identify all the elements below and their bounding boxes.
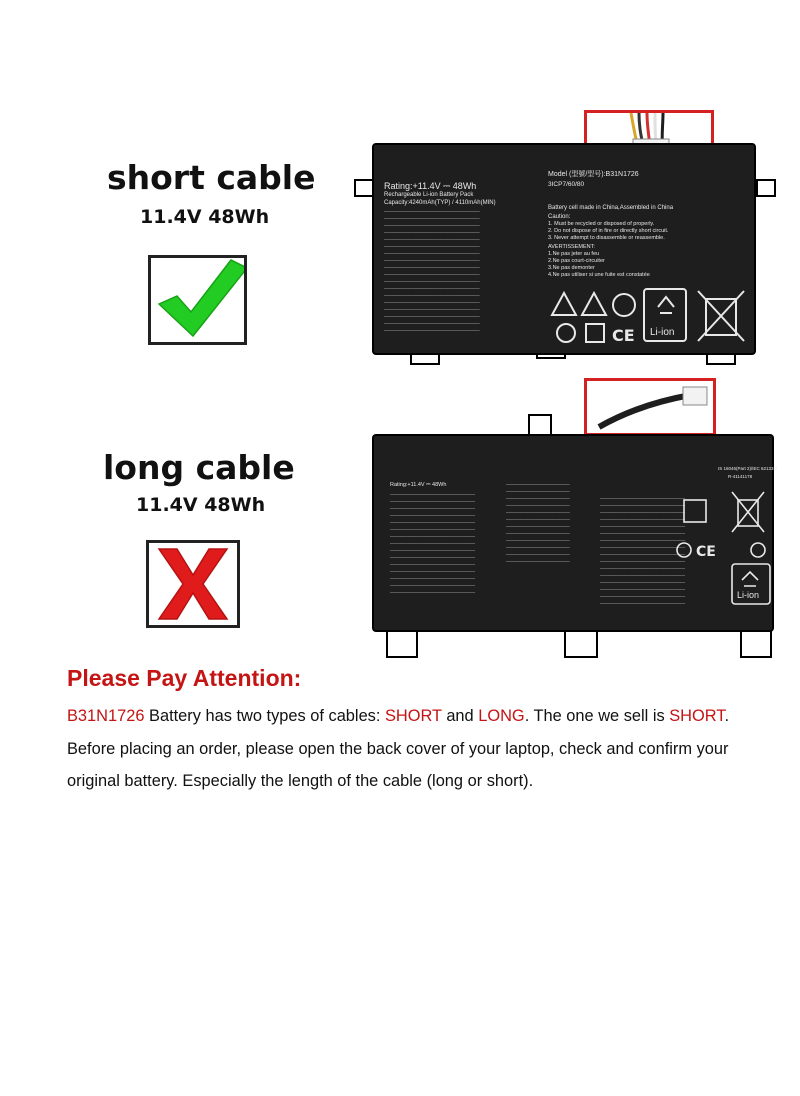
notice-line-3: original battery. Especially the length of the cable (long or short). — [67, 772, 534, 790]
notice-text: Battery has two types of cables: — [144, 707, 385, 725]
battery-registration: R-41141178 — [728, 474, 753, 479]
battery-capacity: Capacity:4240mAh(TYP) / 4110mAh(MIN) — [384, 200, 496, 206]
long-cable-battery-image — [372, 376, 792, 661]
battery-cells: 3ICP7/60/80 — [548, 181, 585, 188]
svg-text:CE: CE — [612, 326, 635, 345]
mount-tab — [756, 179, 776, 197]
short-cable-battery-body — [372, 143, 756, 355]
long-cable-spec: 11.4V 48Wh — [136, 494, 266, 516]
long-cable-wires-icon — [587, 381, 713, 433]
avertissement-line: 2.Ne pas court-circuiter — [548, 258, 605, 264]
battery-pack-type: Rechargeable Li-ion Battery Pack — [384, 192, 474, 198]
battery-rating: Rating:+11.4V ⎓ 48Wh — [384, 181, 477, 191]
red-x-icon — [149, 543, 237, 625]
short-cable-spec: 11.4V 48Wh — [140, 206, 270, 228]
battery-made-in: Battery cell made in China,Assembled in China — [548, 205, 674, 211]
battery-warning-text: ──────────────────────── ──────────────────────── ──────────────────────── ──────────────────────── ──────────────────────── ──────────────────────── ──────────────────────── ──────────────────────── ──────────────────────── ──────────────────────── ──────────────────────── ──────────────────────── ──────────────────────── ──────────────────────── ──────────────────────── ──────────────────────── — [600, 496, 686, 607]
liion-label: Li-ion — [650, 327, 675, 338]
svg-text:CE: CE — [696, 544, 716, 560]
mount-tab — [354, 179, 374, 197]
notice-heading: Please Pay Attention: — [67, 665, 302, 691]
green-checkmark-icon — [151, 258, 244, 342]
avertissement-line: 3.Ne pas demonter — [548, 265, 595, 271]
long-cable-status-box — [146, 540, 240, 628]
short-cable-title: short cable — [107, 158, 316, 197]
long-cable-title: long cable — [103, 448, 295, 487]
notice-long-keyword: LONG — [478, 707, 525, 725]
caution-line: 1. Must be recycled or disposed of properly. — [548, 221, 655, 227]
battery-model: Model (型號/型号):B31N1726 — [548, 171, 639, 178]
battery-certification: IS 16046(Part 2)/IEC 62133-2 — [718, 466, 778, 471]
certification-symbols-icon — [674, 486, 772, 628]
short-cable-status-box — [148, 255, 247, 345]
notice-short-keyword: SHORT — [384, 707, 442, 725]
notice-model-number: B31N1726 — [67, 707, 145, 725]
notice-short-keyword: SHORT — [669, 707, 725, 725]
battery-warning-text: ──────────────────────── ──────────────────────── ──────────────────────── ──────────────────────── ──────────────────────── ──────────────────────── ──────────────────────── ──────────────────────── ──────────────────────── ──────────────────────── ──────────────────────── ──────────────────────── ──────────────────────── ──────────────────────── ──────────────────────── — [390, 492, 476, 596]
notice-text: . — [724, 707, 730, 725]
short-cable-battery-image — [370, 105, 790, 375]
liion-label: Li-ion — [737, 590, 760, 600]
notice-line-1 — [67, 707, 729, 726]
avertissement-line: 1.Ne pas jeter au feu — [548, 251, 600, 257]
avertissement-line: 4.Ne pas utiliser si une fuite est constatée — [548, 272, 650, 278]
battery-warning-text: ─────────────────────────── ─────────────────────────── ─────────────────────────── ─────────────────────────── ─────────────────────────── ─────────────────────────── ─────────────────────────── ─────────────────────────── ─────────────────────────── ─────────────────────────── ─────────────────────────── ─────────────────────────── ─────────────────────────── ─────────────────────────── ─────────────────────────── ─────────────────────────── ─────────────────────────── ─────────────────────────── — [384, 209, 480, 334]
caution-title: Caution: — [548, 214, 571, 220]
caution-line: 3. Never attempt to disassemble or reassemble. — [548, 235, 665, 241]
cable-highlight-box — [584, 378, 716, 436]
long-cable-battery-body — [372, 434, 778, 632]
battery-rating: Rating:+11.4V ⎓ 48Wh — [390, 482, 447, 488]
avertissement-title: AVERTISSEMENT: — [548, 244, 595, 250]
notice-text: . The one we sell is — [524, 707, 670, 725]
safety-symbols-icon — [548, 285, 753, 345]
caution-line: 2. Do not dispose of in fire or directly short circuit. — [548, 228, 669, 234]
notice-line-2: Before placing an order, please open the back cover of your laptop, check and confirm your — [67, 740, 729, 758]
battery-warning-text: ────────────────── ────────────────── ────────────────── ────────────────── ────────────────── ────────────────── ────────────────── ────────────────── ────────────────── ────────────────── ────────────────── ────────────────── — [506, 482, 570, 565]
notice-text: and — [441, 707, 479, 725]
